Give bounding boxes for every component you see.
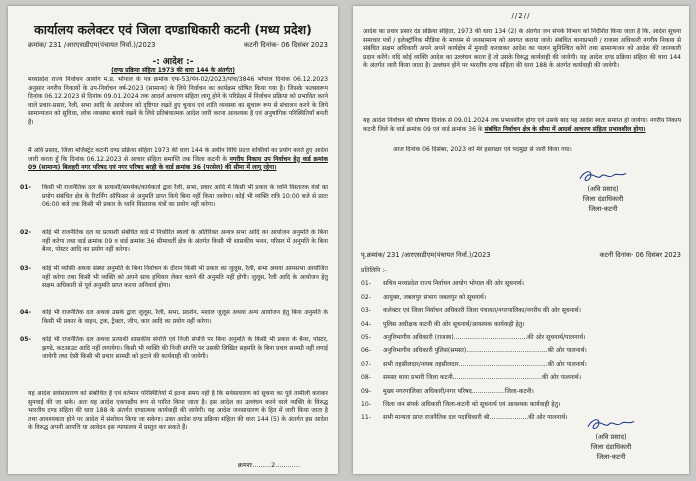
item-number: 03- <box>20 265 32 272</box>
page-number: //2// <box>511 12 531 20</box>
copy-order-date: कटनी दिनांक- 06 दिसंबर 2023 <box>599 251 681 259</box>
order-paragraph-2-text: मैं अवि प्रसाद, जिला मजिस्ट्रेट कटनी दण्ड प्रक्रिया संहिता 1973 की धारा 144 के अधीन विधि प्रदत्त शक्तियों का प्रयोग करते हुए आदेश जारी करता हूँ कि दिनांक 06.12.2023 से आचार संहिता समाप्ति तक जिला कटनी के <box>28 147 328 163</box>
office-title <box>12 22 334 37</box>
copy-meta-row <box>361 250 681 259</box>
item-text: कोई भी राजनैतिक दल अथवा प्रत्याशी शासकीय संपत्ति एवं निजी संपत्ति पर बिना अनुमति के किसी भी प्रकार के बैनर, पोस्टर, झण्डे, कटआउट आदि नहीं लगायेगा। किसी भी व्यक्ति की निजी संपत्ति पर उसकी लिखित सहमति के बिना प्रचार सामग्री नहीं लगाई जायेगी तथा ऐसी किसी भी प्रचार सामग्री को हटाने की कार्यवाही की जायेगी। <box>42 336 328 361</box>
list-item: 01- सचिव मध्यप्रदेश राज्य निर्वाचन आयोग भोपाल की ओर सूचनार्थ। <box>361 280 524 288</box>
copy-recipients-list <box>361 264 681 425</box>
item-number: 04- <box>20 309 32 316</box>
item-number: 05- <box>20 336 32 343</box>
order-paragraph-5 <box>363 117 681 143</box>
order-paragraph-5-highlight: संबंधित निर्वाचन क्षेत्र के सीमा में आदर्श आचरण संहिता प्रभावशील होगा। <box>484 125 646 133</box>
signature-block-1 <box>573 168 633 214</box>
item-text: कोई भी व्यक्ति अथवा संस्था अनुमति के बिना निर्वाचन के दौरान किसी भी प्रकार का जुलूस, रैली, सभा अथवा आमसभा आयोजित नहीं करेगा तथा किसी भी व्यक्ति को अपने साथ हथियार लेकर चलने की अनुमति नहीं होगी। जुलूस, रैली आदि के आयोजन हेतु सक्षम अधिकारी से पूर्व अनुमति प्राप्त करना अनिवार्य होगा। <box>42 265 328 290</box>
list-item: 08- समस्त थाना प्रभारी जिला कटनी..............................................की ओर पालनार्थ। <box>361 374 582 382</box>
list-item: 02- आयुक्त, जबलपुर संभाग जबलपुर को सूचनार्थ। <box>361 293 487 301</box>
list-item: 11- सभी मान्यता प्राप्त राजनैतिक दल पदाधिकारी श्री....................की ओर पालनार्थ। <box>361 414 568 422</box>
order-paragraph-5-text: यह आदेश निर्वाचन की घोषणा दिनांक से 09.01.2024 तक प्रभावशील होगा एवं उसके बाद यह आदेश स्वतः समाप्त हो जायेगा। नगरीय निकाय कटनी जिले के वार्ड क्रमांक 09 एवं वार्ड क्रमांक 36 के <box>363 117 681 133</box>
order-paragraph-1: मध्यप्रदेश राज्य निर्वाचन आयोग म.प्र. भोपाल के पत्र क्रमांक एफ-53/पंन-02/2023/पांच/3846 भोपाल दिनांक 06.12.2023 अनुसार नगरीय निकायों के उप-निर्वाचन वर्ष-2023 (सामान्य) के लिये निर्वाचन का कार्यक्रम घोषित किया गया है। जिसके फलस्वरूप दिनांक 06.12.2023 से दिनांक 09.01.2024 तक आदर्श आचरण संहिता लागू होने के परिप्रेक्ष्य में निर्वाचन प्रक्रिया को प्रभावित करने वाले प्रचार-प्रसार, रैली, सभा आदि के आयोजन को दृष्टिगत रखते हुए चुनाव एवं शांति व्यवस्था का सुचारू रूप से संचालन करने के लिये सामान्यजन को सुविधा, लोक व्यवस्था बनाये रखने के लिये प्रतिबंधात्मक आदेश जारी करना आवश्यक है एवं अनुषांगिक परिस्थितियाँ बनती हैं। <box>28 76 328 126</box>
list-item: 03- कलेक्टर एवं जिला निर्वाचन अधिकारी जिला पंचायत/नगरपालिका/नगरीय की ओर सूचनार्थ। <box>361 307 581 315</box>
list-item: 07- सभी तहसीलदार/नायब तहसीलदार..............................................की ओर पालनार्थ। <box>361 360 587 368</box>
order-page-1 <box>8 6 338 474</box>
list-item <box>361 264 681 277</box>
list-item: 04- पुलिस अधीक्षक कटनी की ओर सूचनार्थ/आवश्यक कार्यवाही हेतु। <box>361 320 525 328</box>
signer-name: (अवि प्रसाद) <box>587 185 619 193</box>
order-heading: -: आदेश :- <box>152 57 194 67</box>
copy-to-label: प्रतिलिपि :- <box>361 267 387 274</box>
signature-scribble <box>573 168 633 184</box>
list-item: 09- मुख्य नगरपालिका अधिकारी/नगर परिषद.................जिला-कटनी। <box>361 387 534 395</box>
list-item: 06- अनुविभागीय अधिकारी पुलिस(समस्त)..........................................की ओर पालनार्थ। <box>361 347 587 355</box>
signer-place: जिला-कटनी <box>596 453 626 461</box>
item-number: 01- <box>20 184 32 191</box>
item-text: कोई भी राजनैतिक दल अथवा उसके द्वारा जुलूस, रैली, सभा, प्रदर्शन, मशाल जुलूस अथवा अन्य आयोजन हेतु बिना अनुमति के किसी भी प्रकार के वाहन, ट्रक, ट्रैक्टर, जीप, कार आदि का प्रयोग नहीं करेगा। <box>42 309 328 325</box>
order-date: कटनी दिनांक- 06 दिसंबर 2023 <box>244 41 328 49</box>
item-text: किसी भी राजनैतिक दल के प्रत्याशी/समर्थक/कार्यकर्ता द्वारा रैली, सभा, प्रचार आदि में किसी भी प्रकार के ध्वनि विस्तारक यंत्रों का प्रयोग संबंधित क्षेत्र के रिटर्निंग ऑफिसर से अनुमति प्राप्त किये बिना नहीं किया जावेगा। कोई भी व्यक्ति रात्रि 10:00 बजे से प्रातः 06:00 बजे तक किसी भी प्रकार के ध्वनि विस्तारक यंत्रों का प्रयोग नहीं करेगा। <box>42 184 328 209</box>
order-paragraph-6: आज दिनांक 06 दिसंबर, 2023 को मेरे हस्ताक्षर एवं पदमुद्रा से जारी किया गया। <box>393 146 572 153</box>
signature-block-2 <box>581 416 641 462</box>
signer-designation: जिला दंडाधिकारी <box>582 195 624 203</box>
signature-scribble <box>581 416 641 432</box>
copy-order-reference: पृ.क्रमांक/ 231 /आरएसडीएम(पंचायत निर्वा.)/2023 <box>361 251 491 259</box>
order-paragraph-2-highlight: नगरीय निकाय उप निर्वाचन हेतु वार्ड क्रमांक 09 (सामान्य) बिलहरी नगर परिषद एवं नगर परिषद बरही के वार्ड क्रमांक 36 (परसेल) की सीमा में लागू रहेगा। <box>28 155 328 172</box>
order-meta-row <box>28 40 328 49</box>
signer-name: (अवि प्रसाद) <box>595 433 627 441</box>
continued-footer: क्रमशः.........2............ <box>237 461 300 469</box>
item-text: कोई भी राजनैतिक दल या प्रत्याशी संबंधित वार्ड में निर्धारित स्थलों के अतिरिक्त अन्यत्र सभा आदि का आयोजन अनुमति के बिना नहीं करेगा तथा वार्ड क्रमांक 09 व वार्ड क्रमांक 36 सीमावर्ती क्षेत्र के अंतर्गत किसी भी शासकीय भवन, परिसर में अनुमति के बिना बैनर, पोस्टर आदि का प्रयोग नहीं करेगा। <box>42 229 328 254</box>
order-page-2 <box>353 6 689 474</box>
order-reference: क्रमांक/ 231 /आरएसडीएम(पंचायत निर्वा.)/2023 <box>28 41 156 49</box>
item-number: 02- <box>20 229 32 236</box>
signer-place: जिला-कटनी <box>588 205 618 213</box>
list-item: 10- जिला जन संपर्क अधिकारी जिला-कटनी को सूचनार्थ एवं आवश्यक कार्यवाही हेतु। <box>361 400 561 408</box>
office-title-text: कार्यालय कलेक्टर एवं जिला दण्डाधिकारी कटनी (मध्य प्रदेश) <box>34 22 312 37</box>
signer-designation: जिला दंडाधिकारी <box>590 443 632 451</box>
list-item: 05- अनुविभागीय अधिकारी (राजस्व)......................................की ओर सूचनार्थ/पालनार्थ। <box>361 333 586 341</box>
order-paragraph-3: यह आदेश सर्वसाधारण को संबोधित है एवं वर्तमान परिस्थितियों में इतना समय नहीं है कि सर्वसाधारण को सूचना का पूर्व तामीली कराकर सुनवाई की जा सके। अतः यह आदेश एकपक्षीय रूप से पारित किया जाता है। इस आदेश का उल्लंघन करने वाले व्यक्ति के विरुद्ध भारतीय दण्ड संहिता की धारा 188 के अंतर्गत दण्डात्मक कार्यवाही की जायेगी। यह आदेश जनसाधारण के हित में जारी किया जाता है तथा आवश्यकता होने पर आदेश में संशोधन किया जा सकेगा। उक्त आदेश दण्ड प्रक्रिया संहिता की धारा 144 (5) के अंतर्गत इस आदेश के विरुद्ध अपनी आपत्ति या आवेदन इस न्यायालय में प्रस्तुत कर सकते हैं। <box>28 390 328 432</box>
order-subheading: (दण्ड प्रक्रिया संहिता 1973 की धारा 144 के अंतर्गत) <box>111 67 235 74</box>
order-paragraph-2 <box>28 147 328 182</box>
order-paragraph-4: आदेश का प्रचार प्रसार दंड प्रक्रिया संहिता, 1973 की धारा 134 (2) के अंतर्गत जन संपर्क विभाग को निर्देशित किया जाता है कि, आदेश सूचना समाचार पत्रों / इलेक्ट्रॉनिक मीडिया के माध्यम से जनसामान्य को अवगत कराया जावे। संबंधित थानाप्रभारी / राजस्व अधिकारी नगरीय निकाय से संबंधित सक्षम अधिकारी अपने अपने कार्यक्षेत्र में मुनादी करवाकर आदेश का पालन सुनिश्चित करेंगे तथा सामान्यजन को आदेश की जानकारी प्रदान करेंगे। यदि कोई व्यक्ति आदेश का उल्लंघन करता है तो उसके विरुद्ध कार्यवाही की जायेगी। यह आदेश दण्ड प्रक्रिया संहिता की धारा 144 के अंतर्गत जारी किया जाता है। उल्लंघन होने पर भारतीय दण्ड संहिता की धारा 188 के अंतर्गत कार्यवाही की जावेगी। <box>363 28 681 70</box>
